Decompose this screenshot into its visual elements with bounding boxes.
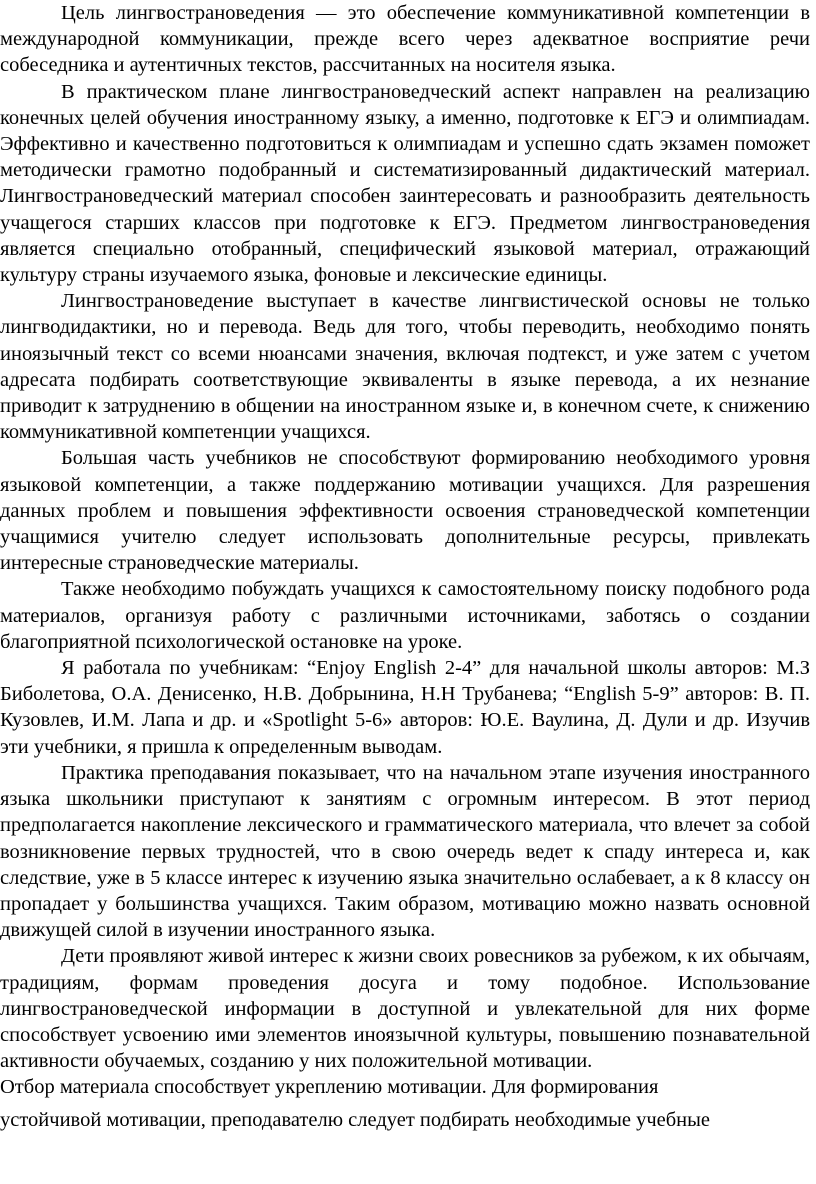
paragraph-linguistic-basis: Лингвострановедение выступает в качестве лингвистической основы не только лингводидактики, но и перевода. Ведь для того, чтобы переводить, необходимо понять иноязычный текст со всеми нюансами значения, включая подтекст, и уже затем с учетом адресата подбирать соответствующие эквиваленты в языке перевода, а их незнание приводит к затруднению в общении на иностранном языке и, в конечном счете, к снижению коммуникативной компетенции учащихся. xyxy=(0,290,810,444)
tail-line-1: Отбор материала способствует укреплению мотивации. Для формирования xyxy=(0,1076,659,1099)
tail-line-2: устойчивой мотивации, преподавателю следует подбирать необходимые учебные xyxy=(0,1108,711,1131)
paragraph-textbook-list: Я работала по учебникам: “Enjoy English 2-4” для начальной школы авторов: М.З Биболетова, О.А. Денисенко, Н.В. Добрынина, Н.Н Трубанева; “English 5-9” авторов: В. П. Кузовлев, И.М. Лапа и др. и «Spotlight 5-6» авторов: Ю.Е. Ваулина, Д. Дули и др. Изучив эти учебники, я пришла к определенным выводам. xyxy=(0,657,810,758)
paragraph-goal: Цель лингвострановедения — это обеспечение коммуникативной компетенции в международной коммуникации, прежде всего через адекватное восприятие речи собеседника и аутентичных текстов, рассчитанных на носителя языка. xyxy=(0,2,810,77)
paragraph-independent-search: Также необходимо побуждать учащихся к самостоятельному поиску подобного рода материалов, организуя работу с различными источниками, заботясь о создании благоприятной психологической остановке на уроке. xyxy=(0,578,810,653)
paragraph-textbooks: Большая часть учебников не способствуют формированию необходимого уровня языковой компетенции, а также поддержанию мотивации учащихся. Для разрешения данных проблем и повышения эффективности освоения страноведческой компетенции учащимися учителю следует использовать дополнительные ресурсы, привлекать интересные страноведческие материалы. xyxy=(0,447,810,575)
paragraph-teaching-practice: Практика преподавания показывает, что на начальном этапе изучения иностранного языка школьники приступают к занятиям с огромным интересом. В этот период предполагается накопление лексического и грамматического материала, что влечет за собой возникновение первых трудностей, что в свою очередь ведет к спаду интереса и, как следствие, уже в 5 классе интерес к изучению языка значительно ослабевает, а к 8 классу он пропадает у большинства учащихся. Таким образом, мотивацию можно назвать основной движущей силой в изучении иностранного языка. xyxy=(0,761,810,942)
paragraph-children-interest: Дети проявляют живой интерес к жизни своих ровесников за рубежом, к их обычаям, традициям, формам проведения досуга и тому подобное. Использование лингвострановедческой информации в доступной и увлекательной для них форме способствует усвоению ими элементов иноязычной культуры, повышению познавательной активности обучаемых, созданию у них положительной мотивации. xyxy=(0,945,810,1073)
paragraph-practical-aspect: В практическом плане лингвострановедческий аспект направлен на реализацию конечных целей обучения иностранному языку, а именно, подготовке к ЕГЭ и олимпиадам. Эффективно и качественно подготовиться к олимпиадам и успешно сдать экзамен поможет методически грамотно подобранный и систематизированный дидактический материал. Лингвострановедческий материал способен заинтересовать и разнообразить деятельность учащегося старших классов при подготовке к ЕГЭ. Предметом лингвострановедения является специально отобранный, специфический языковой материал, отражающий культуру страны изучаемого языка, фоновые и лексические единицы. xyxy=(0,80,810,287)
